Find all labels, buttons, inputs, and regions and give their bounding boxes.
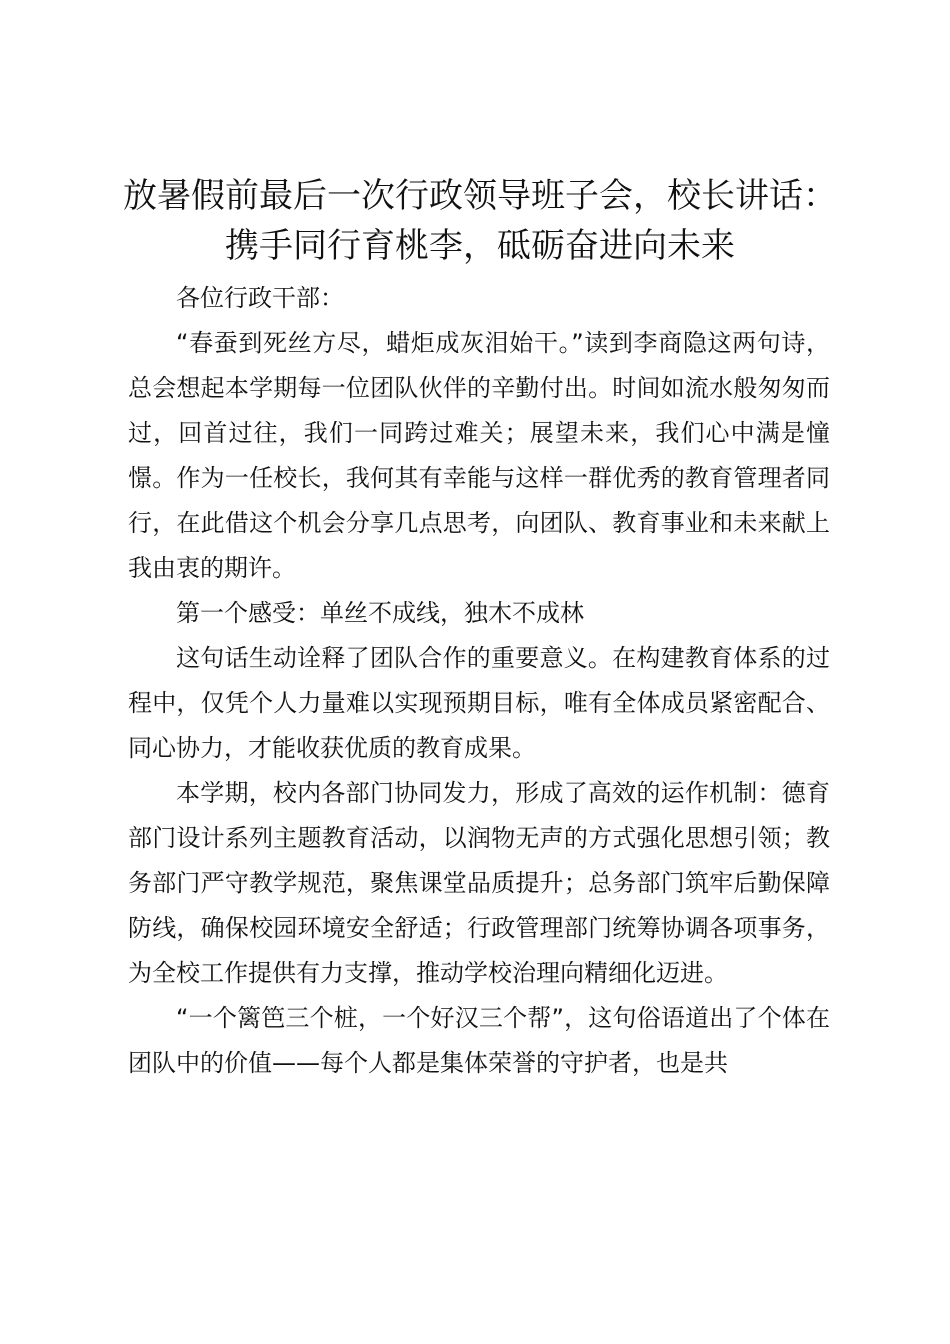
paragraph-intro: “春蚕到死丝方尽，蜡炬成灰泪始干。”读到李商隐这两句诗，总会想起本学期每一位团队伙伴的辛勤付出。时间如流水般匆匆而过，回首过往，我们一同跨过难关；展望未来，我们心中满是憧憬。作为一任校长，我何其有幸能与这样一群优秀的教育管理者同行，在此借这个机会分享几点思考，向团队、教育事业和未来献上我由衷的期许。: [128, 329, 830, 582]
paragraph-departments: 本学期，校内各部门协同发力，形成了高效的运作机制：德育部门设计系列主题教育活动，以润物无声的方式强化思想引领；教务部门严守教学规范，聚焦课堂品质提升；总务部门筑牢后勤保障防线，确保校园环境安全舒适；行政管理部门统筹协调各项事务，为全校工作提供有力支撑，推动学校治理向精细化迈进。: [128, 779, 830, 987]
title-line-2: 携手同行育桃李，砥砺奋进向未来: [225, 226, 735, 266]
paragraph-proverb: “一个篱笆三个桩，一个好汉三个帮”，这句俗语道出了个体在团队中的价值——每个人都是集体荣誉的守护者，也是共: [128, 1004, 830, 1077]
title-line-1: 放暑假前最后一次行政领导班子会，校长讲话：: [123, 176, 837, 216]
document-body: [128, 276, 830, 1086]
paragraph-teamwork: 这句话生动诠释了团队合作的重要意义。在构建教育体系的过程中，仅凭个人力量难以实现预期目标，唯有全体成员紧密配合、同心协力，才能收获优质的教育成果。: [128, 644, 830, 762]
salutation: 各位行政干部：: [176, 284, 344, 312]
section-heading-1: 第一个感受：单丝不成线，独木不成林: [176, 599, 584, 627]
